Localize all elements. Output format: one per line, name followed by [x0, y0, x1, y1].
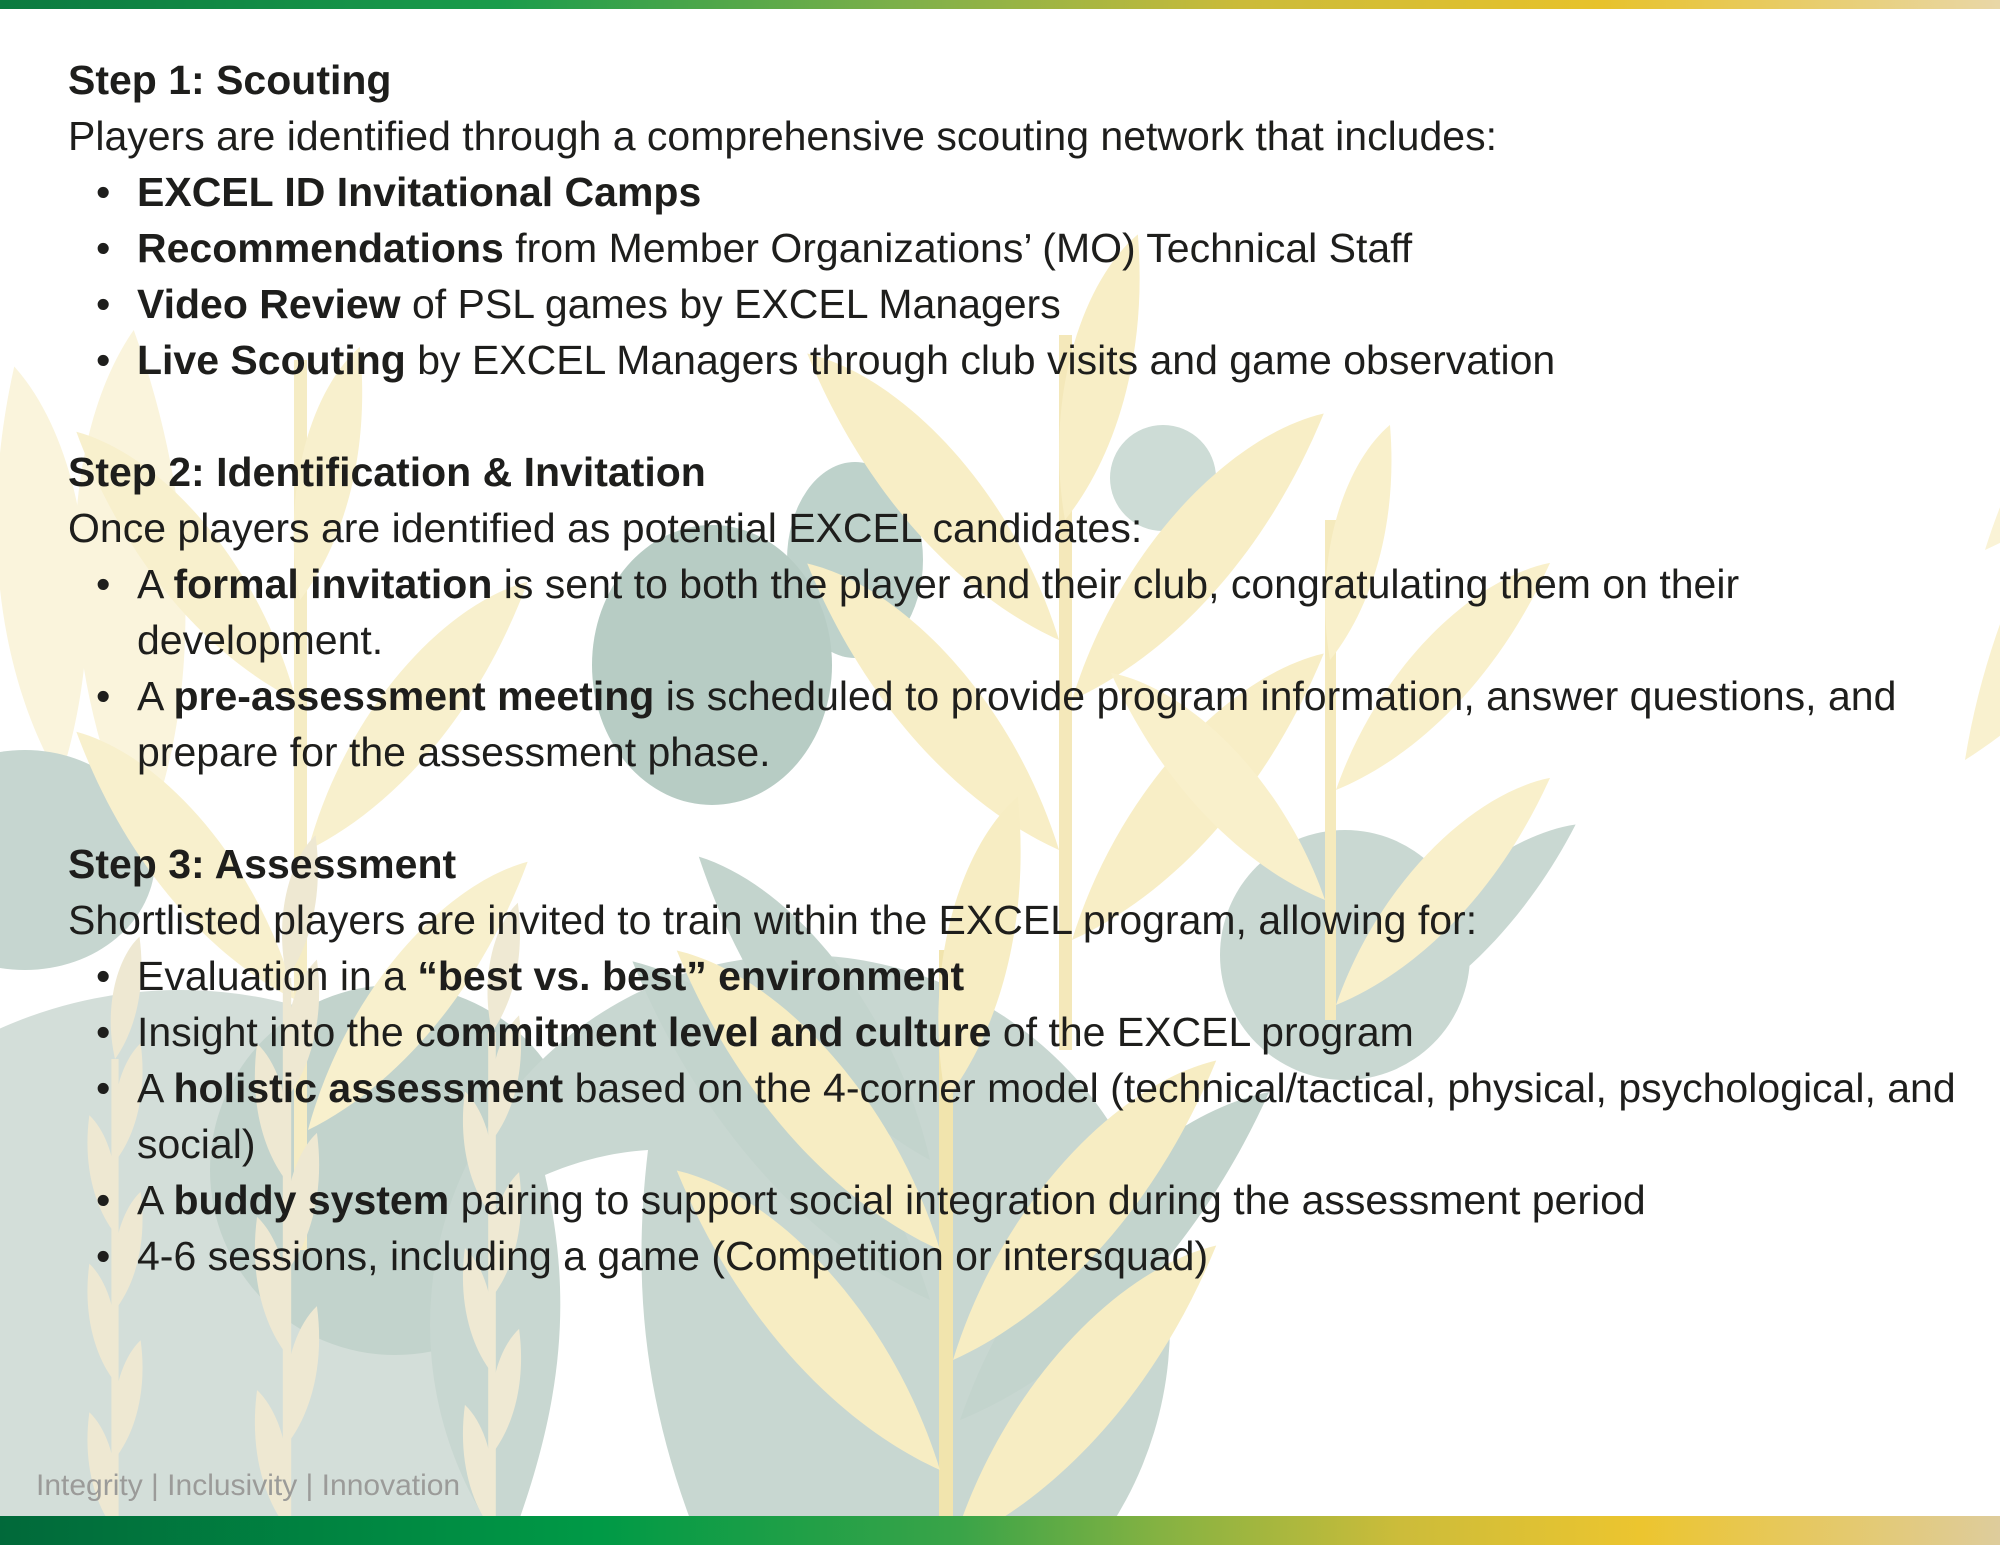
- section-step-3: [68, 836, 1970, 1284]
- section-intro: Shortlisted players are invited to train within the EXCEL program, allowing for:: [68, 897, 1478, 943]
- bullet-text-bold: EXCEL ID Invitational Camps: [137, 169, 702, 215]
- bullet-text: of the EXCEL program: [991, 1009, 1414, 1055]
- bullet-text: 4-6 sessions, including a game (Competition or intersquad): [137, 1233, 1209, 1279]
- bullet-text-bold: Recommendations: [137, 225, 504, 271]
- bottom-accent-bar: [0, 1516, 2000, 1545]
- list-item: [68, 1228, 1970, 1284]
- bullet-text: by EXCEL Managers through club visits and game observation: [405, 337, 1556, 383]
- bullet-text: A: [137, 673, 174, 719]
- bullet-text: is scheduled to provide program information, answer questions, and prepare for the assessment phase.: [137, 673, 1897, 775]
- bullet-text: is sent to both the player and their club, congratulating them on their development.: [137, 561, 1740, 663]
- list-item: [68, 332, 1970, 388]
- footer-tagline: Integrity | Inclusivity | Innovation: [36, 1469, 461, 1502]
- bullet-text: Insight into the c: [137, 1009, 436, 1055]
- bullet-text-bold: buddy system: [173, 1177, 450, 1223]
- bullet-text-bold: pre-assessment meeting: [173, 673, 655, 719]
- bullet-text: A: [137, 561, 174, 607]
- bullet-list: [68, 164, 1970, 388]
- bullet-text: A: [137, 1177, 174, 1223]
- list-item: [68, 556, 1970, 668]
- bullet-text: of PSL games by EXCEL Managers: [400, 281, 1061, 327]
- section-step-2: [68, 444, 1970, 780]
- bullet-list: [68, 556, 1970, 780]
- bullet-text: pairing to support social integration during the assessment period: [449, 1177, 1646, 1223]
- bullet-text: from Member Organizations’ (MO) Technical Staff: [503, 225, 1413, 271]
- list-item: [68, 1172, 1970, 1228]
- bullet-text: based on the 4-corner model (technical/tactical, physical, psychological, and social): [137, 1065, 1956, 1167]
- bullet-text-bold: ommitment level and culture: [435, 1009, 992, 1055]
- bullet-text-bold: Live Scouting: [137, 337, 406, 383]
- list-item: [68, 1060, 1970, 1172]
- list-item: [68, 668, 1970, 780]
- bullet-text-bold: formal invitation: [173, 561, 493, 607]
- bullet-text-bold: holistic assessment: [173, 1065, 564, 1111]
- section-step-1: [68, 52, 1970, 388]
- section-heading: Step 3: Assessment: [68, 841, 457, 887]
- bullet-text: A: [137, 1065, 174, 1111]
- list-item: [68, 220, 1970, 276]
- bullet-text-bold: “best vs. best” environment: [417, 953, 965, 999]
- bullet-text: Evaluation in a: [137, 953, 418, 999]
- top-accent-bar: [0, 0, 2000, 9]
- list-item: [68, 948, 1970, 1004]
- list-item: [68, 164, 1970, 220]
- section-heading: Step 1: Scouting: [68, 57, 392, 103]
- list-item: [68, 276, 1970, 332]
- section-heading: Step 2: Identification & Invitation: [68, 449, 706, 495]
- slide-content: [68, 52, 1970, 1284]
- section-intro: Players are identified through a comprehensive scouting network that includes:: [68, 113, 1497, 159]
- section-intro: Once players are identified as potential EXCEL candidates:: [68, 505, 1143, 551]
- bullet-text-bold: Video Review: [137, 281, 401, 327]
- list-item: [68, 1004, 1970, 1060]
- bullet-list: [68, 948, 1970, 1284]
